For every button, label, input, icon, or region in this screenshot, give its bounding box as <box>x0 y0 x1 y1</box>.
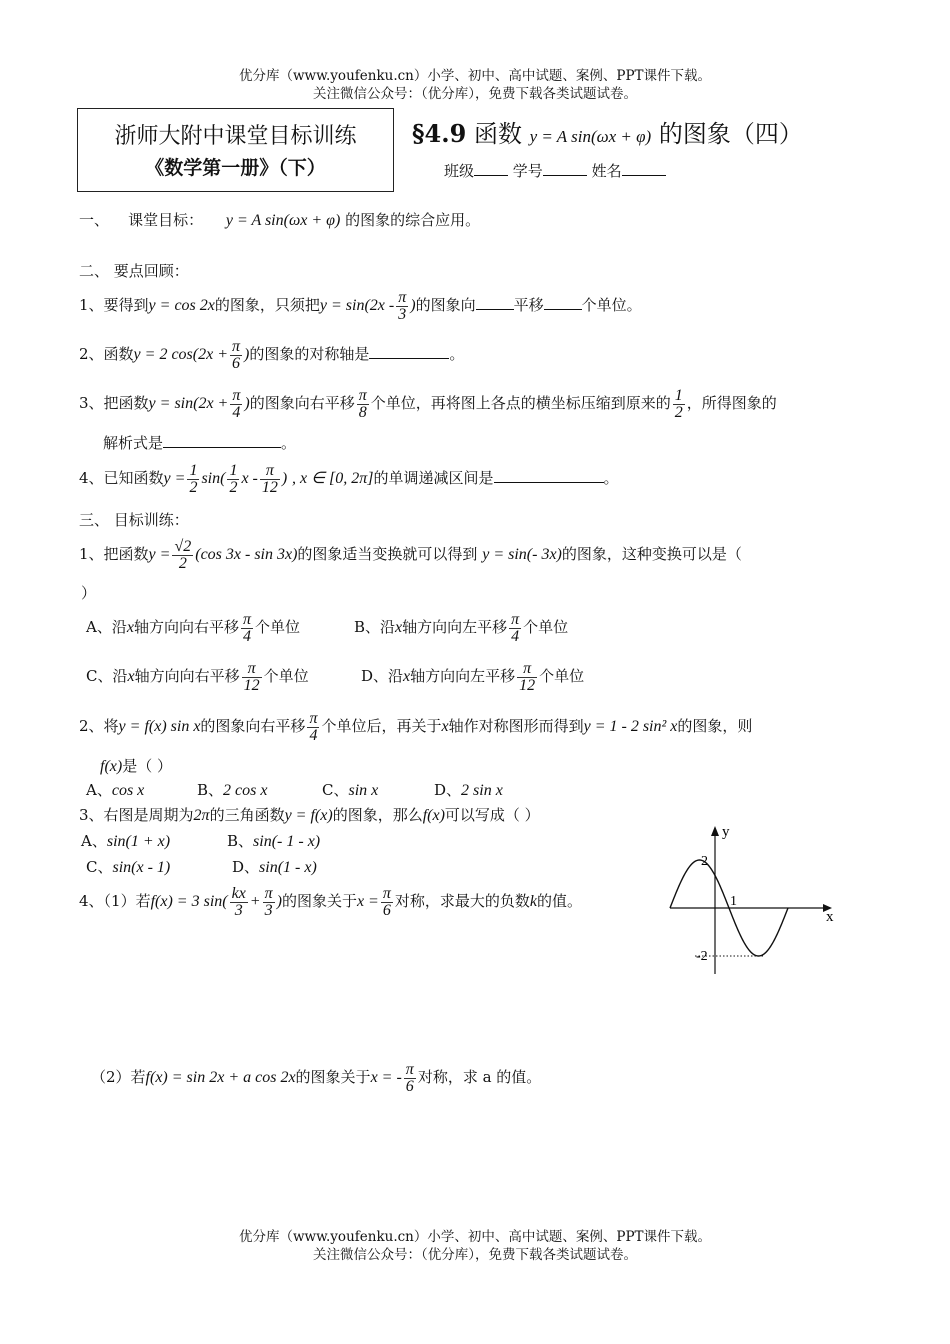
fraction <box>404 1062 416 1095</box>
fraction-den: 12 <box>243 676 260 694</box>
q-formula: y = 2 cos(2x + <box>133 346 228 363</box>
fraction <box>307 711 319 744</box>
header-line-2: 关注微信公众号：（优分库），免费下载各类试题试卷。 <box>313 86 637 102</box>
q-formula: y = <box>148 546 171 563</box>
q-text: 的图象向右平移 <box>249 394 355 412</box>
part1-formula: y = A sin(ωx + φ) <box>225 212 341 229</box>
q-formula: x = - <box>370 1069 402 1086</box>
fraction-num: kx <box>231 884 246 902</box>
axis-symbol: x <box>126 619 134 636</box>
fraction-den: 4 <box>309 726 318 744</box>
q-text: 的图象向 <box>415 296 476 314</box>
q-text: 可以写成（ ） <box>444 806 540 824</box>
part3-q4b <box>91 1056 541 1099</box>
fraction <box>230 388 242 421</box>
q-text: 是（ ） <box>122 757 172 775</box>
fraction-den: 4 <box>242 627 251 645</box>
q-text: 个单位，再将图上各点的横坐标压缩到原来的 <box>370 394 671 412</box>
option-text: 轴方向向左平移 <box>402 618 508 636</box>
fraction-den: 3 <box>264 901 273 919</box>
q-text: 的三角函数 <box>209 806 285 824</box>
q-text: ，所得图象的 <box>686 394 777 412</box>
axis-symbol: x <box>127 668 135 685</box>
axis-symbol: x <box>403 668 411 685</box>
option-label: C、 <box>322 781 349 799</box>
fraction-den: 2 <box>674 403 683 421</box>
q-formula: x = <box>356 893 379 910</box>
answer-blank[interactable] <box>163 433 281 448</box>
fraction-num: π <box>517 661 537 678</box>
fraction <box>509 612 521 645</box>
option-c-2[interactable] <box>322 779 378 800</box>
part2-q2 <box>79 335 464 374</box>
fraction <box>381 886 393 919</box>
option-value: 2 sin x <box>461 782 503 799</box>
footer-line-1: 优分库（www.youfenku.cn）小学、初中、高中试题、案例、PPT课件下载。 <box>238 1229 712 1245</box>
part3-q1 <box>79 533 742 576</box>
part3-q2-line2 <box>100 755 172 776</box>
option-label: A、沿 <box>86 618 127 636</box>
q-text: 的图象，这种变换可以是（ <box>561 545 742 563</box>
option-value: sin(x - 1) <box>112 859 171 876</box>
option-text: 个单位 <box>539 667 585 685</box>
q-formula: y = sin(- 3x) <box>482 546 562 563</box>
student-info <box>444 160 666 181</box>
q-text: 4、（1）若 <box>79 892 151 910</box>
fraction <box>357 388 369 421</box>
q-formula: f(x) <box>100 758 123 775</box>
q-text: 4、已知函数 <box>79 469 164 487</box>
axis-symbol: x <box>395 619 403 636</box>
q-formula: 2π <box>193 807 210 824</box>
fraction-den: 4 <box>232 403 241 421</box>
max-label: 2 <box>701 854 708 869</box>
lesson-title <box>412 114 803 149</box>
option-label: C、沿 <box>86 667 128 685</box>
fraction-den: 8 <box>358 403 367 421</box>
q-formula: sin( <box>201 470 226 487</box>
book-title: 《数学第一册》（下） <box>145 157 326 179</box>
q-text: 的单调递减区间是 <box>373 469 494 487</box>
fraction-num: 1 <box>674 386 683 404</box>
q-text: 的图象向右平移 <box>200 717 306 735</box>
fraction-num: 1 <box>229 461 238 479</box>
option-a-2[interactable] <box>86 779 144 800</box>
fraction-num: π <box>358 386 367 404</box>
class-blank[interactable] <box>474 161 508 176</box>
q-formula: y = sin(2x + <box>148 395 229 412</box>
answer-blank[interactable] <box>494 468 604 483</box>
fraction-den: 6 <box>405 1077 414 1095</box>
part1-text: 的图象的综合应用。 <box>345 211 481 229</box>
fraction <box>230 886 248 919</box>
fraction-num: π <box>232 337 241 355</box>
q-text: 2、将 <box>79 717 119 735</box>
q-text: 对称，求最大的负数 <box>394 892 530 910</box>
option-label: A、 <box>86 781 112 799</box>
option-a-3[interactable] <box>81 830 170 851</box>
x-axis-label: x <box>826 909 834 925</box>
name-label: 姓名 <box>591 162 622 180</box>
q-formula: y = sin(2x - <box>319 297 395 314</box>
part1-line <box>79 209 480 230</box>
lesson-formula: y = A sin(ωx + φ) <box>529 127 652 146</box>
part2-q3-line2 <box>103 432 296 453</box>
part2-q4 <box>79 458 619 499</box>
q-formula: ) <box>276 893 282 910</box>
q-text: 的图象，则 <box>677 717 753 735</box>
option-value: sin(1 - x) <box>259 859 317 876</box>
q-text: 的图象，那么 <box>332 806 423 824</box>
part3-q2 <box>79 706 752 747</box>
q-text: 。 <box>603 469 619 487</box>
fraction <box>242 661 262 694</box>
fraction <box>187 463 199 496</box>
option-label: B、沿 <box>354 618 396 636</box>
fraction-num: π <box>382 884 391 902</box>
fraction-den: 12 <box>261 478 278 496</box>
option-text: 个单位 <box>254 618 300 636</box>
q-text: 2、函数 <box>79 345 134 363</box>
fraction-den: 2 <box>189 478 198 496</box>
answer-blank[interactable] <box>476 295 514 310</box>
fraction-num: π <box>264 884 273 902</box>
q-text: 的图象的对称轴是 <box>249 345 370 363</box>
part3-q1-close: ） <box>81 584 97 602</box>
fraction-den: 4 <box>511 627 520 645</box>
fraction-den: 12 <box>519 676 536 694</box>
q-text: 1、要得到 <box>79 296 149 314</box>
q-text: 的图象，只须把 <box>214 296 320 314</box>
option-text: 个单位 <box>263 667 309 685</box>
fraction <box>230 339 242 372</box>
fraction-num: π <box>309 709 318 727</box>
q-text: 个单位。 <box>581 296 642 314</box>
fraction-num: π <box>405 1060 414 1078</box>
q-formula: ) <box>281 470 288 487</box>
q-formula: + <box>249 893 261 910</box>
option-label: D、 <box>232 858 260 876</box>
part2-heading: 二、 要点回顾： <box>79 262 189 280</box>
part2-q3 <box>79 384 777 423</box>
option-text: 个单位 <box>523 618 569 636</box>
q-formula: x - <box>241 470 258 487</box>
q-text: 的图象关于 <box>281 892 357 910</box>
option-value: 2 cos x <box>223 782 268 799</box>
fraction-num: √2 <box>174 537 192 555</box>
fraction-num: π <box>232 386 241 404</box>
fraction-den: 6 <box>232 354 240 372</box>
option-b-3[interactable] <box>227 830 320 851</box>
part3-heading: 三、 目标训练： <box>79 511 189 529</box>
q-text: 。 <box>281 434 297 452</box>
name-blank[interactable] <box>622 161 666 176</box>
fraction-num: π <box>511 610 520 628</box>
q-formula: ) <box>410 297 416 314</box>
answer-blank[interactable] <box>544 295 582 310</box>
q-text: 的图象适当变换就可以得到 <box>297 545 478 563</box>
header-line-1: 优分库（www.youfenku.cn）小学、初中、高中试题、案例、PPT课件下载。 <box>238 68 712 84</box>
lesson-prefix: 函数 <box>473 120 522 148</box>
q-text: 解析式是 <box>103 434 164 452</box>
option-a-1[interactable] <box>86 607 300 648</box>
option-value: sin(- 1 - x) <box>253 833 321 850</box>
fraction-den: 3 <box>398 305 407 323</box>
option-value: sin(1 + x) <box>106 833 171 850</box>
fraction-den: 2 <box>229 478 238 496</box>
q-text: 平移 <box>513 296 544 314</box>
q-formula: (cos 3x - sin 3x) <box>195 546 298 563</box>
answer-blank[interactable] <box>369 344 449 359</box>
fraction <box>673 388 685 421</box>
q-formula: f(x) <box>422 807 445 824</box>
q-text: （2）若 <box>91 1068 146 1086</box>
fraction <box>172 539 193 572</box>
option-label: B、 <box>227 832 254 850</box>
option-c-1[interactable] <box>86 656 309 697</box>
q-formula: ) <box>244 346 250 363</box>
option-label: A、 <box>81 832 107 850</box>
option-text: 轴方向向左平移 <box>410 667 516 685</box>
number-blank[interactable] <box>543 161 587 176</box>
fraction-num: π <box>242 661 262 678</box>
title-box <box>77 108 394 192</box>
option-d-2[interactable] <box>434 779 503 800</box>
fraction-num: π <box>242 610 251 628</box>
section-number: §4.9 <box>412 119 467 148</box>
fraction-num: π <box>398 288 407 306</box>
q-text: 对称，求 a 的值。 <box>417 1068 542 1086</box>
fraction-den: 3 <box>234 901 243 919</box>
y-axis-arrow-icon <box>711 826 719 836</box>
option-c-3[interactable] <box>86 856 170 877</box>
q-formula: f(x) = 3 sin( <box>150 893 228 910</box>
fraction <box>241 612 253 645</box>
y-axis-label: y <box>722 824 730 840</box>
q-text: 的图象关于 <box>295 1068 371 1086</box>
one-label: 1 <box>730 894 737 909</box>
part3-q4a <box>79 880 582 923</box>
option-value: sin x <box>348 782 379 799</box>
fraction <box>260 463 280 496</box>
option-d-3[interactable] <box>232 856 317 877</box>
option-value: cos x <box>111 782 145 799</box>
q-text: 1、把函数 <box>79 545 149 563</box>
option-b-1[interactable] <box>354 607 568 648</box>
fraction-den: 6 <box>382 901 391 919</box>
min-label: -2 <box>696 949 708 964</box>
q-formula: y = cos 2x <box>148 297 215 314</box>
q-formula: f(x) = sin 2x + a cos 2x <box>145 1069 296 1086</box>
axis-symbol: x <box>441 718 449 735</box>
part3-q3 <box>79 804 540 825</box>
q-text: 轴作对称图形而得到 <box>448 717 584 735</box>
q-text: 个单位后，再关于 <box>321 717 442 735</box>
option-label: C、 <box>86 858 113 876</box>
school-title: 浙师大附中课堂目标训练 <box>114 124 357 149</box>
fraction <box>227 463 239 496</box>
sine-graph <box>660 818 840 978</box>
part1-heading: 一、 课堂目标： <box>79 211 204 229</box>
option-b-2[interactable] <box>197 779 267 800</box>
q-formula: k <box>529 893 537 910</box>
option-label: D、沿 <box>361 667 404 685</box>
fraction-num: π <box>260 463 280 480</box>
option-text: 轴方向向右平移 <box>133 618 239 636</box>
q-text: 3、右图是周期为 <box>79 806 194 824</box>
footer-line-2: 关注微信公众号：（优分库），免费下载各类试题试卷。 <box>313 1247 637 1263</box>
q-formula: ) <box>244 395 250 412</box>
fraction-num: 1 <box>189 461 198 479</box>
q-text: 。 <box>449 345 465 363</box>
fraction <box>396 290 408 323</box>
fraction <box>517 661 537 694</box>
q-formula: y = <box>163 470 186 487</box>
part2-q1 <box>79 286 642 325</box>
option-label: B、 <box>197 781 224 799</box>
option-d-1[interactable] <box>361 656 584 697</box>
q-formula: , x ∈ [0, 2π] <box>292 470 374 487</box>
q-formula: y = 1 - 2 sin² x <box>583 718 678 735</box>
option-label: D、 <box>434 781 462 799</box>
q-text: 3、把函数 <box>79 394 149 412</box>
fraction-den: 2 <box>178 554 187 572</box>
class-label: 班级 <box>444 162 475 180</box>
q-formula: y = f(x) <box>284 807 333 824</box>
q-formula: y = f(x) sin x <box>118 718 201 735</box>
number-label: 学号 <box>512 162 543 180</box>
q-text: 的值。 <box>537 892 583 910</box>
lesson-suffix: 的图象（四） <box>658 120 803 148</box>
fraction <box>263 886 275 919</box>
option-text: 轴方向向右平移 <box>134 667 240 685</box>
